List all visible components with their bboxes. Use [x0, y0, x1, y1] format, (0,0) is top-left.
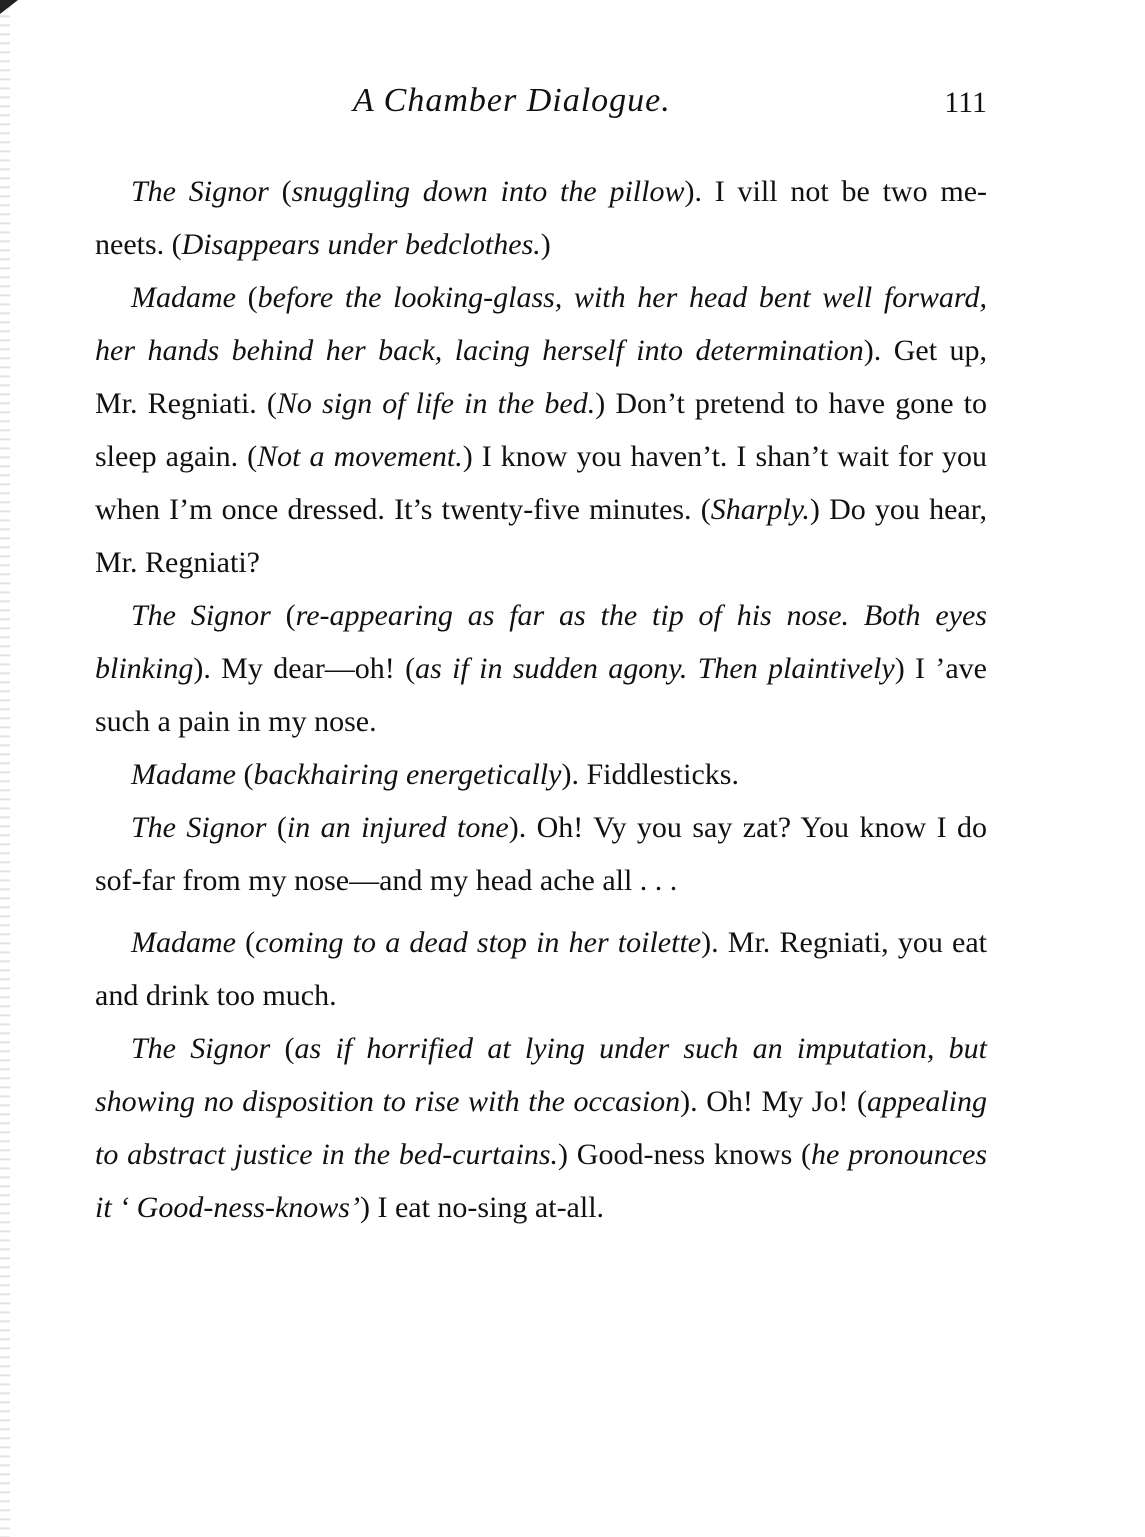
speech-text: ) Good-ness knows ( [558, 1138, 812, 1171]
stage-direction-text: Madame [131, 758, 236, 791]
stage-direction-text: snuggling down into the pillow [291, 175, 685, 208]
speech-text: ). I vill not be two me-neets. ( [95, 175, 987, 261]
page-number: 111 [944, 86, 987, 119]
stage-direction-text: The Signor [131, 175, 269, 208]
speech-text: ) [540, 228, 551, 261]
speech-text: ) Do you hear, Mr. Regniati? [95, 493, 988, 579]
stage-direction-text: coming to a dead stop in her toilette [255, 926, 702, 959]
speech-text: ) Don’t pretend to have gone to sleep again. ( [95, 387, 988, 473]
speech-text: ). Oh! My Jo! ( [680, 1085, 867, 1118]
page-spine-edge [0, 0, 10, 1537]
speech-text: ( [268, 175, 292, 208]
stage-direction-text: Madame [131, 281, 236, 314]
stage-direction-text: The Signor [131, 1032, 271, 1065]
stage-direction-text: The Signor [131, 599, 271, 632]
dialogue-paragraph [95, 271, 987, 589]
stage-direction-text: Madame [131, 926, 236, 959]
stage-direction-text: he pronounces it ‘ Good-ness-knows’ [95, 1138, 987, 1224]
speech-text: ). Mr. Regniati, you eat and drink too much. [95, 926, 987, 1012]
dialogue-paragraph [95, 589, 987, 748]
dialogue-body [95, 165, 987, 1234]
stage-direction-text: as if in sudden agony. Then plaintively [415, 652, 895, 685]
stage-direction-text: Disappears under bedclothes. [181, 228, 541, 261]
speech-text: ). Oh! Vy you say zat? You know I do sof-far from my nose—and my head ache all . . . [95, 811, 987, 897]
dialogue-paragraph [95, 801, 987, 907]
stage-direction-text: Sharply. [710, 493, 810, 526]
speech-text: ) I eat no-sing at-all. [359, 1191, 605, 1224]
dialogue-paragraph [95, 1022, 987, 1234]
dialogue-paragraph [95, 916, 987, 1022]
page-header [95, 82, 987, 132]
speech-text: ( [270, 1032, 295, 1065]
speech-text: ( [235, 281, 258, 314]
speech-text: ) I ’ave such a pain in my nose. [95, 652, 987, 738]
speech-text: ) I know you haven’t. I shan’t wait for you when I’m once dressed. It’s twenty-five minutes. ( [95, 440, 987, 526]
stage-direction-text: appealing to abstract justice in the bed-curtains. [95, 1085, 987, 1171]
stage-direction-text: backhairing energetically [253, 758, 562, 791]
stage-direction-text: No sign of life in the bed. [276, 387, 596, 420]
running-title: A Chamber Dialogue. [353, 82, 671, 119]
dialogue-paragraph [95, 165, 987, 271]
speech-text: ( [270, 599, 296, 632]
speech-text: ). Fiddlesticks. [561, 758, 739, 791]
stage-direction-text: before the looking-glass, with her head bent well forward, her hands behind her back, lacing herself into determination [95, 281, 987, 367]
stage-direction-text: The Signor [131, 811, 267, 844]
speech-text: ( [266, 811, 287, 844]
stage-direction-text: re-appearing as far as the tip of his nose. Both eyes blinking [95, 599, 987, 685]
stage-direction-text: Not a movement. [257, 440, 463, 473]
stage-direction-text: as if horrified at lying under such an imputation, but showing no disposition to rise with the occasion [95, 1032, 988, 1118]
speech-text: ). Get up, Mr. Regniati. ( [95, 334, 987, 420]
speech-text: ( [235, 926, 256, 959]
stage-direction-text: in an injured tone [286, 811, 509, 844]
speech-text: ). My dear—oh! ( [193, 652, 416, 685]
speech-text: ( [235, 758, 254, 791]
dialogue-paragraph [95, 748, 987, 801]
